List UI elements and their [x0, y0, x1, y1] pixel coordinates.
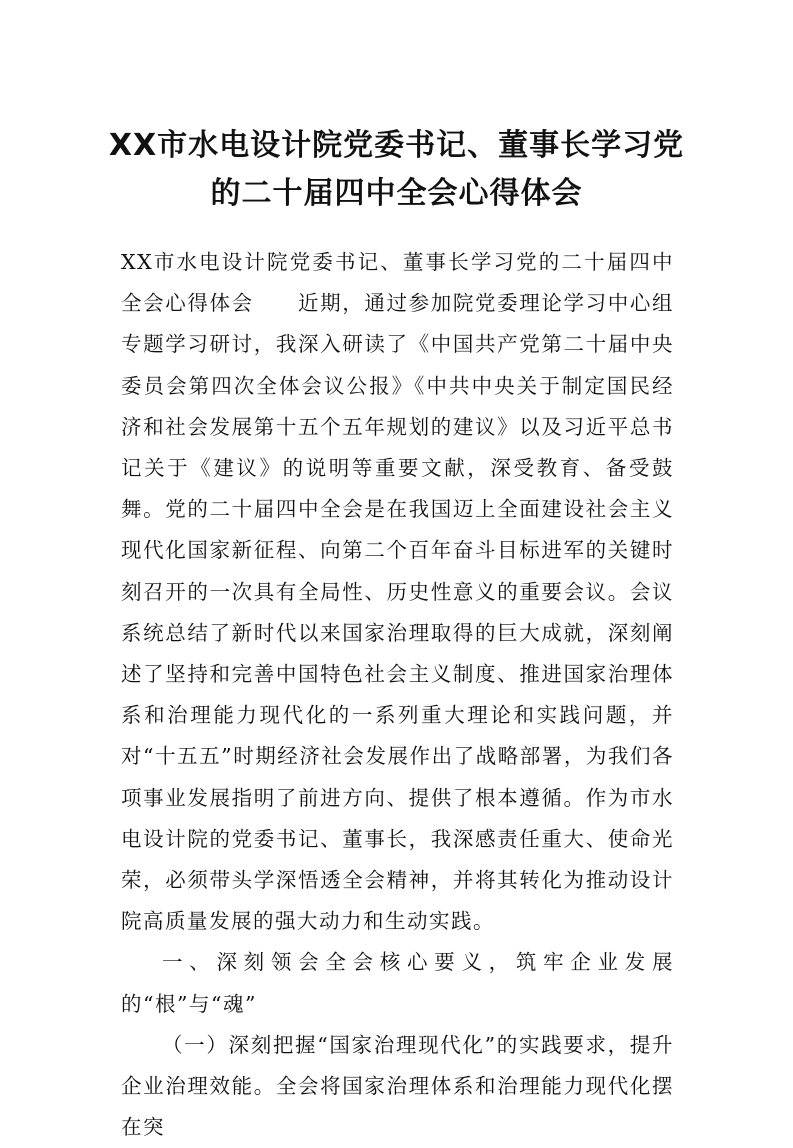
section-heading: 一、深刻领会全会核心要义，筑牢企业发展的“根”与“魂”	[121, 950, 674, 1016]
intro-paragraph: XX市水电设计院党委书记、董事长学习党的二十届四中全会心得体会 近期，通过参加院党委理论学习中心组专题学习研讨，我深入研读了《中国共产党第二十届中央委员会第四次全体会议公报》《中共中央关于制定国民经济和社会发展第十五个五年规划的建议》以及习近平总书记关于《建议》的说明等重要文献，深受教育、备受鼓舞。党的二十届四中全会是在我国迈上全面建设社会主义现代化国家新征程、向第二个百年奋斗目标进军的关键时刻召开的一次具有全局性、历史性意义的重要会议。会议系统总结了新时代以来国家治理取得的巨大成就，深刻阐述了坚持和完善中国特色社会主义制度、推进国家治理体系和治理能力现代化的一系列重大理论和实践问题，并对“十五五”时期经济社会发展作出了战略部署，为我们各项事业发展指明了前进方向、提供了根本遵循。作为市水电设计院的党委书记、董事长，我深感责任重大、使命光荣，必须带头学深悟透全会精神，并将其转化为推动设计院高质量发展的强大动力和生动实践。	[121, 250, 674, 934]
document-body	[121, 242, 674, 1148]
document-title	[100, 122, 693, 218]
title-line-1: XX市水电设计院党委书记、董事长学习党	[108, 128, 685, 163]
subsection-paragraph: （一）深刻把握“国家治理现代化”的实践要求，提升企业治理效能。全会将国家治理体系和治理能力现代化摆在突	[121, 1032, 674, 1140]
title-line-2: 的二十届四中全会心得体会	[210, 176, 583, 211]
